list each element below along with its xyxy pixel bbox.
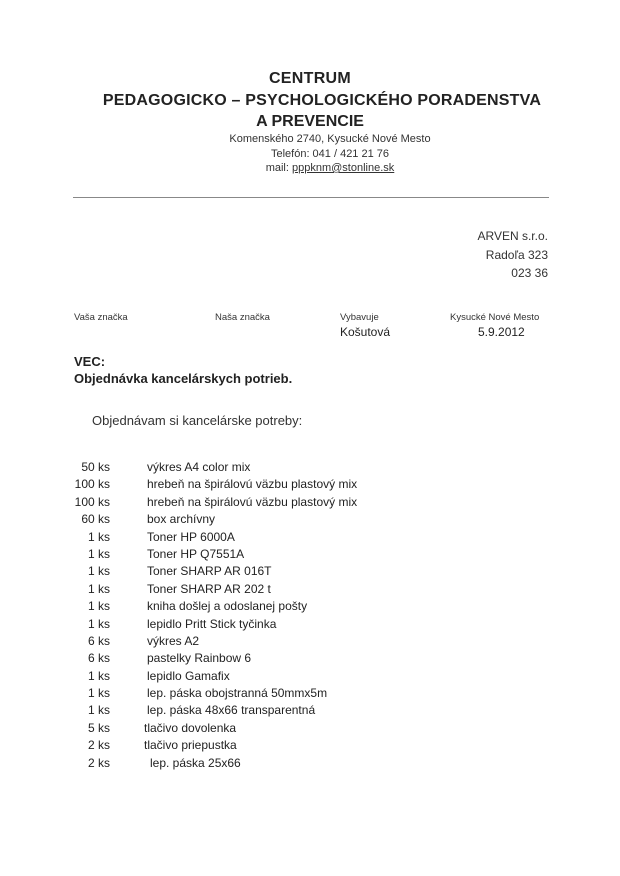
item-name: kniha došlej a odoslanej pošty: [147, 599, 308, 614]
item-name: výkres A2: [147, 633, 200, 648]
item-quantity: 1 ks: [87, 686, 110, 701]
org-address: Komenského 2740, Kysucké Nové Mesto: [229, 133, 431, 145]
list-item: [0, 756, 620, 773]
list-item: [0, 530, 620, 547]
item-quantity: 2 ks: [87, 755, 110, 770]
org-name-line3: A PREVENCIE: [256, 113, 364, 130]
item-quantity: 1 ks: [87, 616, 110, 631]
list-item: [0, 564, 620, 581]
item-name: lep. páska obojstranná 50mmx5m: [147, 686, 328, 701]
item-name: Toner HP 6000A: [147, 529, 235, 544]
item-quantity: 2 ks: [87, 738, 110, 753]
org-mail: [20, 162, 620, 174]
subject-label: VEC:: [74, 354, 106, 369]
place-label: Kysucké Nové Mesto: [450, 312, 540, 323]
item-name: hrebeň na špirálovú väzbu plastový mix: [147, 494, 358, 509]
org-name-line2: PEDAGOGICKO – PSYCHOLOGICKÉHO PORADENSTVA: [102, 92, 542, 109]
item-quantity: 100 ks: [74, 494, 110, 509]
our-ref-label: Naša značka: [215, 312, 270, 323]
item-name: Toner SHARP AR 016T: [147, 564, 272, 579]
org-phone: Telefón: 041 / 421 21 76: [270, 148, 390, 160]
item-quantity: 1 ks: [87, 564, 110, 579]
item-quantity: 100 ks: [74, 477, 110, 492]
item-name: Toner SHARP AR 202 t: [147, 581, 271, 596]
handled-by-label: Vybavuje: [340, 312, 379, 323]
item-name: hrebeň na špirálovú väzbu plastový mix: [147, 477, 358, 492]
recipient-zip: 023 36: [511, 266, 548, 280]
recipient-street: Radoľa 323: [485, 248, 548, 262]
mail-link[interactable]: pppknm@stonline.sk: [292, 162, 395, 174]
item-name: lepidlo Pritt Stick tyčinka: [147, 616, 277, 631]
list-item: [0, 582, 620, 599]
your-ref-label: Vaša značka: [74, 312, 128, 323]
item-quantity: 50 ks: [81, 460, 110, 474]
list-item: [0, 686, 620, 703]
list-item: [0, 460, 620, 477]
subject-text: Objednávka kancelárskych potrieb.: [74, 371, 293, 386]
item-quantity: 6 ks: [87, 633, 110, 648]
list-item: [0, 495, 620, 512]
item-name: tlačivo dovolenka: [144, 720, 237, 735]
item-quantity: 5 ks: [87, 720, 110, 735]
item-name: lepidlo Gamafix: [147, 668, 230, 683]
list-item: [0, 617, 620, 634]
item-name: lep. páska 25x66: [150, 755, 241, 770]
item-name: lep. páska 48x66 transparentná: [147, 703, 316, 718]
list-item: [0, 703, 620, 720]
item-quantity: 6 ks: [87, 651, 110, 666]
item-name: výkres A4 color mix: [147, 460, 251, 474]
recipient-name: ARVEN s.r.o.: [477, 229, 548, 243]
list-item: [0, 547, 620, 564]
item-quantity: 1 ks: [87, 703, 110, 718]
item-name: box archívny: [147, 512, 216, 527]
header-divider: [73, 197, 549, 198]
list-item: [0, 599, 620, 616]
list-item: [0, 512, 620, 529]
item-quantity: 1 ks: [87, 529, 110, 544]
list-item: [0, 738, 620, 755]
mail-label: mail:: [265, 162, 289, 174]
handled-by-value: Košutová: [340, 325, 391, 339]
list-item: [0, 669, 620, 686]
intro-text: Objednávam si kancelárske potreby:: [92, 413, 303, 428]
item-name: tlačivo priepustka: [144, 738, 237, 753]
list-item: [0, 721, 620, 738]
item-name: Toner HP Q7551A: [147, 546, 245, 561]
list-item: [0, 651, 620, 668]
org-name-line1: CENTRUM: [268, 70, 352, 87]
item-name: pastelky Rainbow 6: [147, 651, 252, 666]
items-list: [0, 460, 620, 773]
item-quantity: 1 ks: [87, 546, 110, 561]
item-quantity: 60 ks: [81, 512, 110, 527]
list-item: [0, 634, 620, 651]
item-quantity: 1 ks: [87, 581, 110, 596]
item-quantity: 1 ks: [87, 599, 110, 614]
list-item: [0, 477, 620, 494]
item-quantity: 1 ks: [87, 668, 110, 683]
date-value: 5.9.2012: [478, 325, 525, 339]
